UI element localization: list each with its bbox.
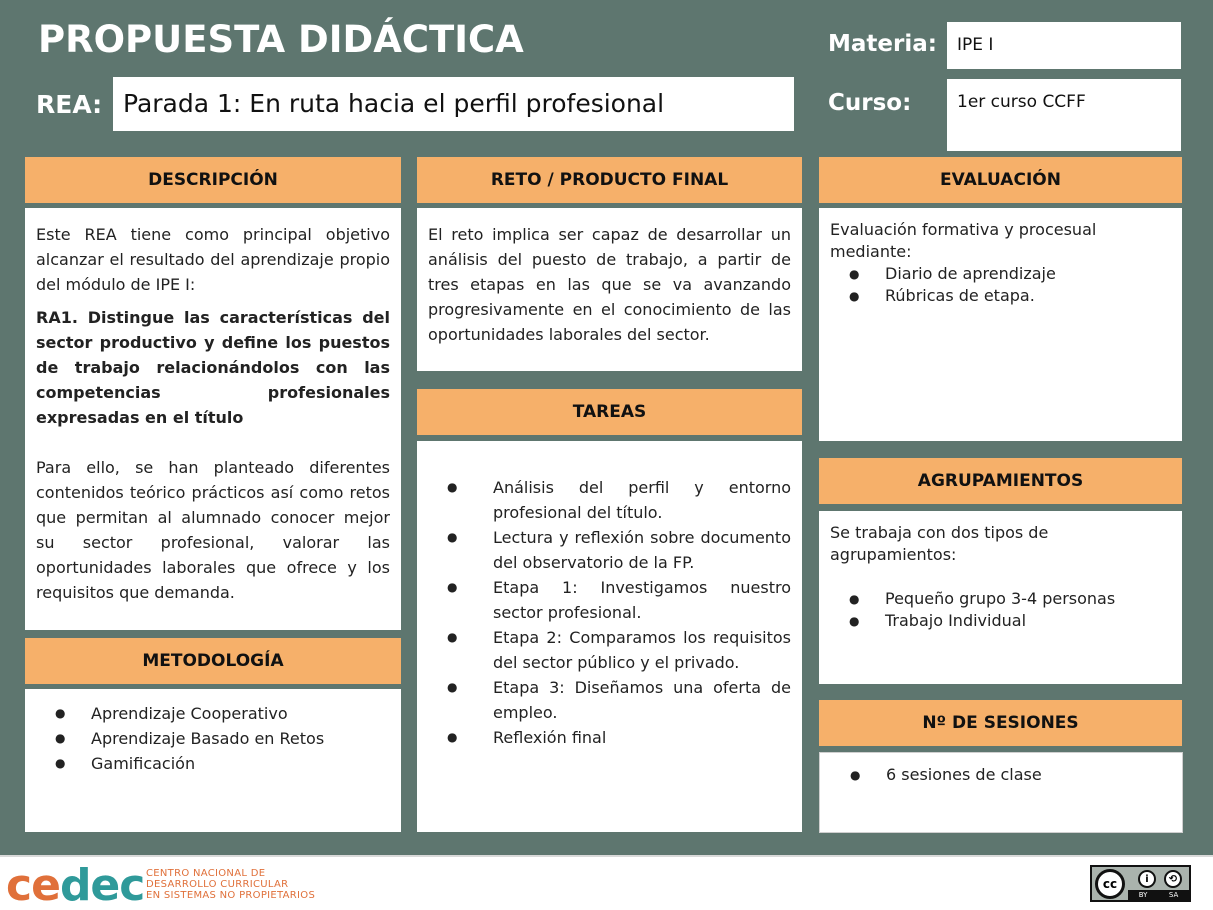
cc-license-terms: BY SA [1128, 890, 1189, 900]
rea-field: Parada 1: En ruta hacia el perfil profesional [113, 77, 794, 131]
curso-label: Curso: [828, 90, 912, 116]
descripcion-detail: Para ello, se han planteado diferentes contenidos teórico prácticos así como retos que permitan al alumnado conocer mejor su sector profesional, valorar las oportunidades laborales que ofrece y los requisitos que demanda. [36, 458, 390, 602]
sesiones-panel [819, 752, 1183, 833]
cedec-logo-text: CENTRO NACIONAL DE DESARROLLO CURRICULAR EN SISTEMAS NO PROPIETARIOS [146, 868, 316, 901]
evaluacion-heading: EVALUACIÓN [819, 157, 1182, 203]
agrupamientos-panel [819, 511, 1182, 684]
materia-label: Materia: [828, 31, 937, 57]
reto-heading: RETO / PRODUCTO FINAL [417, 157, 802, 203]
list-item: ● Etapa 2: Comparamos los requisitos del sector público y el privado. [428, 625, 791, 675]
cedec-logo[interactable]: cedec [6, 860, 145, 910]
metodologia-heading: METODOLOGÍA [25, 638, 401, 684]
cc-license-badge[interactable] [1090, 865, 1191, 902]
reto-text: El reto implica ser capaz de desarrollar un análisis del puesto de trabajo, a partir de tres etapas en las que se va avanzando progresivamente en el conocimiento de las oportunidades laborales del sector. [428, 225, 791, 344]
sesiones-heading: Nº DE SESIONES [819, 700, 1182, 746]
list-item: ● Etapa 3: Diseñamos una oferta de empleo. [428, 675, 791, 725]
list-item: ● Reflexión final [428, 725, 791, 750]
cc-icon: cc [1095, 869, 1125, 899]
descripcion-panel [25, 208, 401, 630]
descripcion-ra1: RA1. Distingue las características del sector productivo y define los puestos de trabajo relacionándolos con las competencias profesionales expresadas en el título [36, 308, 390, 427]
list-item: ● Lectura y reflexión sobre documento del observatorio de la FP. [428, 525, 791, 575]
list-item: ● Aprendizaje Basado en Retos [36, 726, 390, 751]
attribution-icon: i [1138, 870, 1156, 888]
descripcion-heading: DESCRIPCIÓN [25, 157, 401, 203]
list-item: ● Gamificación [36, 751, 390, 776]
list-item: ● Aprendizaje Cooperativo [36, 701, 390, 726]
list-item: ● Análisis del perfil y entorno profesional del título. [428, 475, 791, 525]
list-item: ● Etapa 1: Investigamos nuestro sector profesional. [428, 575, 791, 625]
agrupamientos-intro: Se trabaja con dos tipos de agrupamientos: [830, 523, 1049, 564]
materia-field: IPE I [947, 22, 1181, 69]
evaluacion-panel [819, 208, 1182, 441]
footer [0, 855, 1213, 910]
list-item: ● Trabajo Individual [830, 610, 1171, 632]
tareas-panel [417, 441, 802, 832]
share-alike-icon: ⟲ [1164, 870, 1182, 888]
list-item: ● Rúbricas de etapa. [830, 285, 1171, 307]
tareas-heading: TAREAS [417, 389, 802, 435]
curso-field: 1er curso CCFF [947, 79, 1181, 151]
page-title: PROPUESTA DIDÁCTICA [38, 18, 524, 61]
list-item: ● Pequeño grupo 3-4 personas [830, 588, 1171, 610]
metodologia-panel [25, 689, 401, 832]
agrupamientos-heading: AGRUPAMIENTOS [819, 458, 1182, 504]
list-item: ● 6 sesiones de clase [831, 764, 1171, 786]
list-item: ● Diario de aprendizaje [830, 263, 1171, 285]
rea-label: REA: [36, 90, 103, 119]
descripcion-intro: Este REA tiene como principal objetivo alcanzar el resultado del aprendizaje propio del módulo de IPE I: [36, 225, 390, 294]
reto-panel [417, 208, 802, 371]
evaluacion-intro: Evaluación formativa y procesual mediante: [830, 220, 1097, 261]
